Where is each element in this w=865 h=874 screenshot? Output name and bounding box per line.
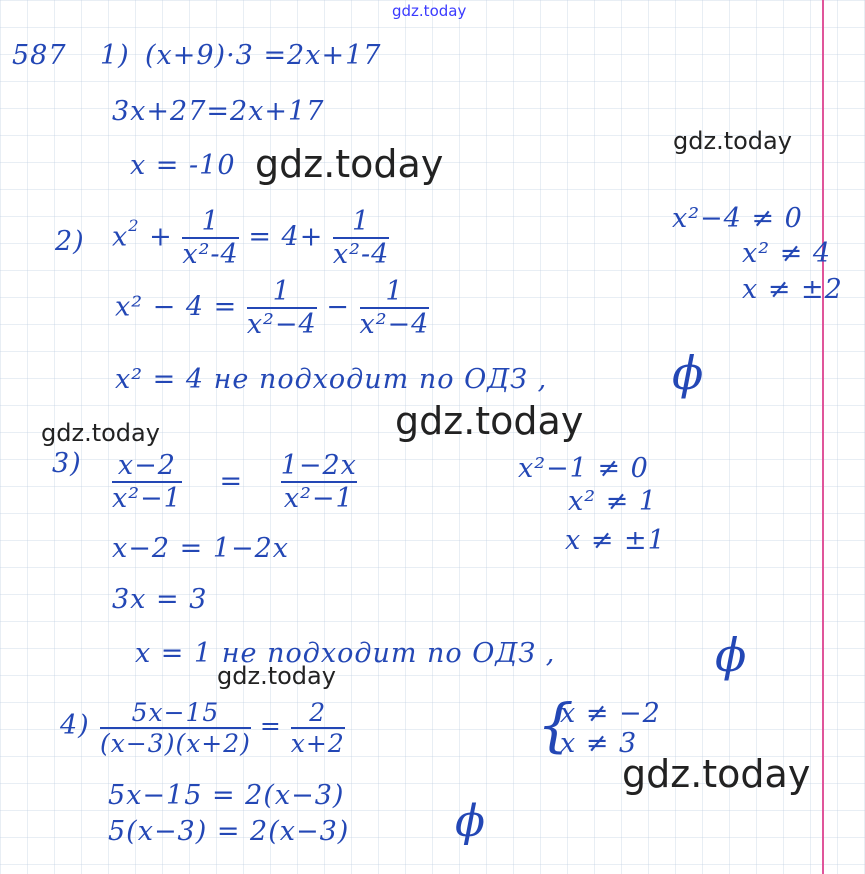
p3-conclusion: x = 1 не подходит по ОДЗ ,: [135, 638, 556, 669]
p4-equation: [100, 700, 345, 756]
p3-fraction-1: [112, 452, 182, 512]
p2-f2-numerator: 1: [352, 206, 371, 237]
p2-empty-set: ϕ: [672, 346, 705, 400]
p2-exponent: 2: [128, 215, 140, 235]
p2-step-1-minus: −: [326, 291, 350, 323]
watermark-3: gdz.today: [395, 399, 584, 443]
p2-equals: = 4+: [248, 221, 324, 253]
p3-label: 3): [52, 448, 82, 479]
p4-label: 4): [60, 710, 90, 741]
p3-step-2: 3x = 3: [112, 584, 208, 615]
watermark-4: gdz.today: [41, 419, 160, 447]
p2-domain-3: x ≠ ±2: [742, 274, 843, 305]
numerator: x−2: [117, 450, 176, 481]
p2-conclusion: x² = 4 не подходит по ОДЗ ,: [115, 364, 548, 395]
p2-equation: [112, 208, 389, 268]
numerator: 1: [272, 276, 291, 307]
denominator: x²−4: [246, 309, 317, 340]
p2-step-1-fraction-1: [247, 278, 317, 338]
p1-equation: (x+9)·3 =2x+17: [145, 40, 382, 71]
denominator: x+2: [290, 729, 345, 758]
p2-step-1-fraction-2: [360, 278, 430, 338]
denominator: x²−1: [283, 483, 354, 514]
page-margin-line: [822, 0, 824, 874]
p3-equation: [112, 452, 357, 512]
denominator: x²−4: [359, 309, 430, 340]
p2-label: 2): [55, 226, 85, 257]
p3-domain-2: x² ≠ 1: [568, 486, 658, 517]
watermark-6: gdz.today: [622, 752, 811, 796]
p3-equals: =: [219, 465, 244, 497]
denominator: x²−1: [112, 483, 182, 514]
p2-f1-denominator: x²-4: [182, 239, 239, 270]
p4-fraction-1: [100, 700, 251, 756]
p2-step-1: [115, 278, 429, 338]
p2-f2-denominator: x²-4: [332, 239, 390, 270]
p3-fraction-2: [281, 452, 357, 512]
watermark-top: gdz.today: [392, 2, 467, 20]
p1-answer: x = -10: [130, 150, 236, 181]
p4-equals: =: [259, 711, 282, 741]
system-brace-icon: {: [537, 691, 574, 759]
watermark-1: gdz.today: [255, 142, 444, 186]
numerator: 2: [309, 698, 327, 727]
p4-step-1: 5x−15 = 2(x−3): [108, 780, 345, 811]
p2-x: x: [112, 221, 129, 253]
p1-step-1: 3x+27=2x+17: [112, 96, 325, 127]
p2-step-1-lhs: x² − 4 =: [115, 291, 238, 323]
p2-fraction-2: [333, 208, 389, 268]
p4-system-1: x ≠ −2: [560, 698, 661, 729]
p3-empty-set: ϕ: [715, 628, 748, 682]
p2-plus: +: [149, 221, 173, 253]
p3-domain-3: x ≠ ±1: [565, 525, 666, 556]
p4-empty-set: ϕ: [455, 796, 486, 847]
watermark-5: gdz.today: [217, 662, 336, 690]
p2-fraction-1: [182, 208, 238, 268]
p2-domain-2: x² ≠ 4: [742, 238, 832, 269]
p3-domain-1: x²−1 ≠ 0: [518, 453, 649, 484]
numerator: 5x−15: [131, 698, 220, 727]
p1-label: 1): [100, 40, 130, 71]
p4-fraction-2: [291, 700, 345, 756]
p4-system-2: x ≠ 3: [560, 728, 638, 759]
watermark-2: gdz.today: [673, 127, 792, 155]
problem-number: 587: [12, 40, 67, 71]
p2-domain-1: x²−4 ≠ 0: [672, 203, 803, 234]
denominator: (x−3)(x+2): [100, 729, 251, 758]
p3-step-1: x−2 = 1−2x: [112, 533, 290, 564]
p2-f1-numerator: 1: [201, 206, 220, 237]
numerator: 1: [385, 276, 404, 307]
numerator: 1−2x: [280, 450, 357, 481]
p4-step-2: 5(x−3) = 2(x−3): [108, 816, 350, 847]
